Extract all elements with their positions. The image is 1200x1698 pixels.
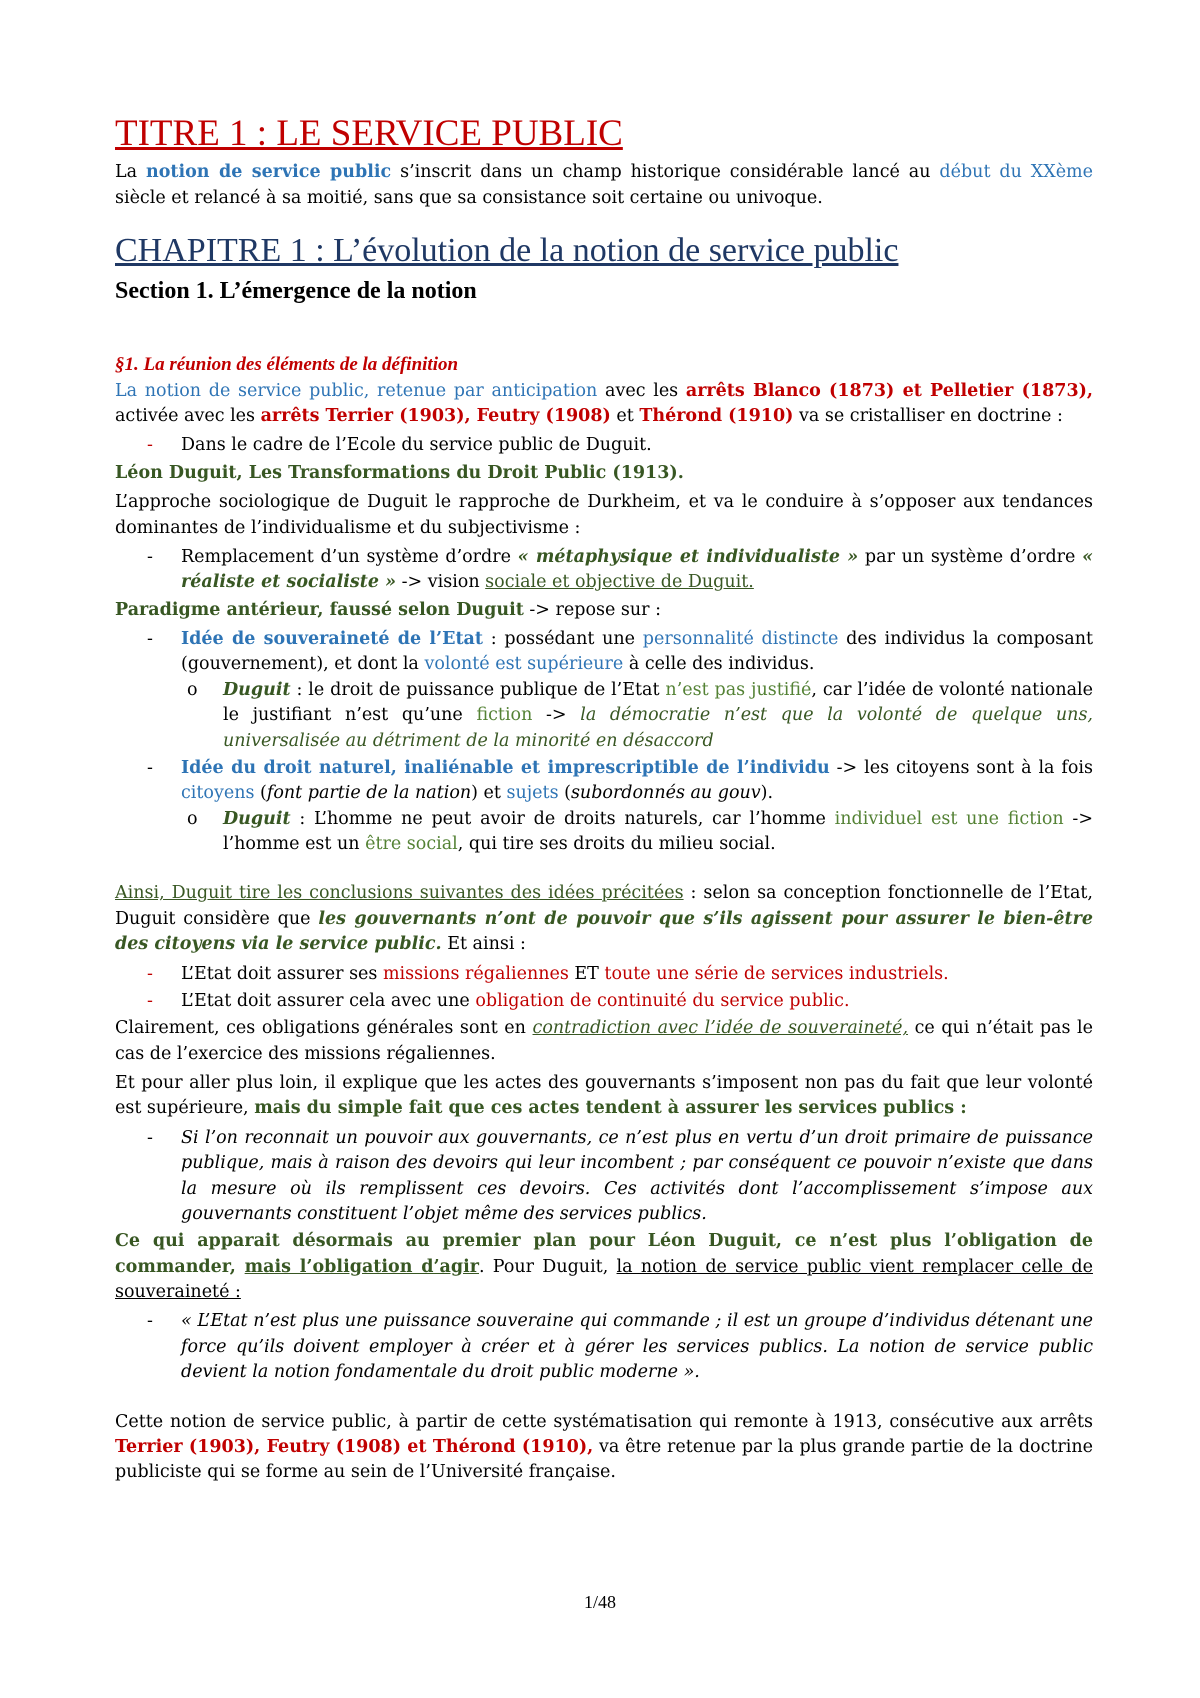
text-run: la notion de service public vient remplacer celle de souveraineté : bbox=[115, 1256, 1093, 1303]
paragraph-2: L’approche sociologique de Duguit le rapproche de Durkheim, et va le conduire à s’opposer aux tendances dominantes de l’individualisme et du subjectivisme : bbox=[115, 492, 1093, 538]
dash-marker: - bbox=[147, 435, 153, 456]
dash-marker: - bbox=[147, 963, 153, 984]
text-run: Idée de souveraineté de l’Etat bbox=[181, 629, 483, 650]
text-run: Idée du droit naturel, inaliénable et imprescriptible de l’individu bbox=[181, 757, 830, 778]
text-run: volonté est supérieure bbox=[424, 654, 624, 675]
circle-marker: o bbox=[187, 679, 198, 700]
list-6 bbox=[115, 1309, 1093, 1385]
section-heading: Section 1. L’émergence de la notion bbox=[115, 277, 477, 304]
text-run: L’Etat doit assurer cela avec une bbox=[181, 990, 476, 1011]
text-run: contradiction avec l’idée de souveraineté, bbox=[532, 1018, 909, 1039]
text-run: n’est pas justifié bbox=[665, 679, 812, 700]
list-item bbox=[115, 989, 1093, 1014]
text-run: : possédant une bbox=[482, 629, 643, 650]
text-run: « réaliste et socialiste » bbox=[181, 546, 1094, 593]
text-run: Remplacement d’un système d’ordre bbox=[181, 546, 518, 567]
text-run: « L’Etat n’est plus une puissance souveraine qui commande ; il est un groupe d’individus détenant une force qu’ils doivent employer à créer et à gérer les services publics. La notion de service public devient la notion fondamentale du droit public moderne ». bbox=[181, 1311, 1093, 1383]
text-run: individuel est une fiction bbox=[834, 808, 1064, 829]
list-item bbox=[115, 545, 1093, 596]
list-4 bbox=[115, 962, 1093, 1015]
text-run: Terrier (1903), Feutry (1908) et Thérond (1910), bbox=[115, 1436, 594, 1457]
chapitre-heading: CHAPITRE 1 : L’évolution de la notion de service public bbox=[115, 232, 899, 270]
intro-emphasis: début du XXème bbox=[939, 162, 1093, 183]
intro-text: s’inscrit dans un champ historique considérable lancé au bbox=[391, 162, 940, 183]
text-run: , car l’idée de volonté nationale le justifiant n’est qu’une bbox=[223, 679, 1094, 726]
text-run: Ce qui apparait désormais au premier plan pour Léon Duguit, ce n’est plus l’obligation de commander, bbox=[115, 1231, 1093, 1277]
paradigm-line bbox=[115, 598, 1093, 623]
text-run: toute une série de services industriels. bbox=[604, 963, 949, 984]
dash-marker: - bbox=[147, 546, 153, 567]
text-run: fiction bbox=[476, 705, 533, 726]
text-run: activée avec les bbox=[115, 406, 261, 427]
text-run: mais du simple fait que ces actes tendent à assurer les services publics : bbox=[254, 1098, 967, 1119]
text-run: ). bbox=[760, 783, 774, 804]
text-run: -> l’homme est un bbox=[223, 808, 1093, 855]
text-run: va être retenue par la plus grande partie de la doctrine publiciste qui se forme au sein de l’Université française. bbox=[115, 1436, 1094, 1483]
text-run: font partie de la nation bbox=[266, 783, 472, 804]
spacer bbox=[115, 859, 1093, 881]
text-run: sociale et objective de Duguit. bbox=[485, 572, 754, 593]
intro-paragraph bbox=[115, 160, 1093, 211]
sub-list bbox=[181, 678, 1093, 754]
list-5 bbox=[115, 1126, 1093, 1228]
list-item bbox=[115, 1126, 1093, 1228]
text-run: arrêts Terrier (1903), Feutry (1908) bbox=[260, 406, 611, 427]
text-run: Clairement, ces obligations générales sont en bbox=[115, 1018, 533, 1039]
text-run: ( bbox=[558, 783, 571, 804]
text-run: par un système d’ordre bbox=[858, 546, 1083, 567]
text-run: « métaphysique et individualiste » bbox=[517, 546, 859, 567]
text-run: citoyens bbox=[181, 783, 255, 804]
text-run: Cette notion de service public, à partir de cette systématisation qui remonte à 1913, consécutive aux arrêts bbox=[115, 1411, 1093, 1432]
text-run: sujets bbox=[506, 783, 559, 804]
paragraph-6 bbox=[115, 1229, 1093, 1305]
text-run: obligation de continuité du service public. bbox=[475, 990, 850, 1011]
text-run: Duguit bbox=[223, 808, 291, 829]
text-run: : selon sa conception fonctionnelle de l’Etat, Duguit considère que bbox=[115, 883, 1093, 929]
text-run: Ainsi, Duguit tire les conclusions suivantes des idées précitées bbox=[115, 883, 684, 904]
text-run: Si l’on reconnait un pouvoir aux gouvernants, ce n’est plus en vertu d’un droit primaire de puissance publique, mais à raison des devoirs qui leur incombent ; par conséquent ce pouvoir n’existe que dans la mesure où ils remplissent ces devoirs. Ces activités dont l’accomplissement s’impose aux gouvernants constituent l’objet même des services publics. bbox=[181, 1127, 1093, 1224]
text-run: subordonnés au gouv bbox=[570, 783, 761, 804]
dash-marker: - bbox=[147, 1127, 153, 1148]
text-run: Et ainsi : bbox=[441, 934, 526, 955]
text-run: Paradigme antérieur, faussé selon Duguit bbox=[115, 599, 524, 620]
text-run: et bbox=[610, 406, 640, 427]
text-run: . Pour Duguit, bbox=[478, 1256, 617, 1277]
list-item bbox=[115, 627, 1093, 754]
text-run: : le droit de puissance publique de l’Etat bbox=[290, 679, 666, 700]
text-run: mais l’obligation d’agir bbox=[244, 1256, 479, 1277]
text-run: va se cristalliser en doctrine : bbox=[793, 406, 1063, 427]
dash-marker: - bbox=[147, 990, 153, 1011]
paragraph-3 bbox=[115, 881, 1093, 957]
text-run: arrêts Blanco (1873) et Pelletier (1873), bbox=[685, 380, 1093, 401]
text-run: des individus la composant (gouvernement), et dont la bbox=[181, 629, 1093, 675]
text-run: -> vision bbox=[396, 572, 486, 593]
text-run: avec les bbox=[597, 380, 686, 401]
list-item bbox=[115, 756, 1093, 858]
list-2 bbox=[115, 545, 1093, 596]
text-run: les gouvernants n’ont de pouvoir que s’ils agissent pour assurer le bien-être des citoyens via le service public. bbox=[115, 908, 1093, 955]
text-run: Duguit bbox=[223, 679, 291, 700]
list-item bbox=[115, 1309, 1093, 1385]
text-run: missions régaliennes bbox=[382, 963, 569, 984]
circle-marker: o bbox=[187, 808, 198, 829]
text-run: Thérond (1910) bbox=[639, 406, 794, 427]
text-run: -> repose sur : bbox=[523, 599, 661, 620]
text-run: : L’homme ne peut avoir de droits naturels, car l’homme bbox=[290, 808, 835, 829]
intro-emphasis: notion de service public bbox=[145, 162, 392, 183]
dash-marker: - bbox=[147, 757, 153, 778]
intro-text: La bbox=[115, 162, 146, 183]
text-run: La notion de service public, retenue par anticipation bbox=[115, 380, 598, 401]
text-run: être social bbox=[365, 834, 458, 855]
list-1 bbox=[115, 433, 1093, 458]
titre-heading: TITRE 1 : LE SERVICE PUBLIC bbox=[115, 113, 623, 154]
text-run: L’Etat doit assurer ses bbox=[181, 963, 383, 984]
sub-list bbox=[181, 807, 1093, 858]
list-item bbox=[115, 962, 1093, 987]
paragraphe-heading: §1. La réunion des éléments de la définition bbox=[115, 354, 459, 376]
paragraph-1 bbox=[115, 379, 1093, 430]
paragraph-7 bbox=[115, 1410, 1093, 1486]
text-run: ( bbox=[254, 783, 267, 804]
paragraph-4 bbox=[115, 1016, 1093, 1067]
sub-list-item bbox=[115, 678, 1093, 754]
dash-marker: - bbox=[147, 629, 153, 650]
list-3 bbox=[115, 627, 1093, 857]
dash-marker: - bbox=[147, 1311, 153, 1332]
paragraph-5 bbox=[115, 1071, 1093, 1122]
document-page bbox=[115, 112, 1093, 1490]
reference-line: Léon Duguit, Les Transformations du Droit Public (1913). bbox=[115, 462, 684, 483]
text-run: , qui tire ses droits du milieu social. bbox=[457, 834, 776, 855]
list-item bbox=[115, 433, 1093, 458]
text-run: ) et bbox=[471, 783, 507, 804]
sub-list-item bbox=[115, 807, 1093, 858]
intro-text: siècle et relancé à sa moitié, sans que sa consistance soit certaine ou univoque. bbox=[115, 187, 823, 208]
text-run: ET bbox=[568, 963, 605, 984]
text-run: personnalité distincte bbox=[642, 629, 839, 650]
text-run: -> les citoyens sont à la fois bbox=[829, 757, 1093, 778]
page-number: 1/48 bbox=[583, 1592, 616, 1612]
text-run: Et pour aller plus loin, il explique que les actes des gouvernants s’imposent non pas du fait que leur volonté est supérieure, bbox=[115, 1073, 1093, 1119]
spacer bbox=[115, 1388, 1093, 1410]
text-run: la démocratie n’est que la volonté de quelque uns, universalisée au détriment de la minorité en désaccord bbox=[223, 705, 1093, 751]
text-run: ce qui n’était pas le cas de l’exercice des missions régaliennes. bbox=[115, 1018, 1093, 1064]
text-run: à celle des individus. bbox=[623, 654, 815, 675]
text-run: -> bbox=[532, 705, 581, 726]
text-run: Dans le cadre de l’Ecole du service public de Duguit. bbox=[181, 435, 652, 456]
